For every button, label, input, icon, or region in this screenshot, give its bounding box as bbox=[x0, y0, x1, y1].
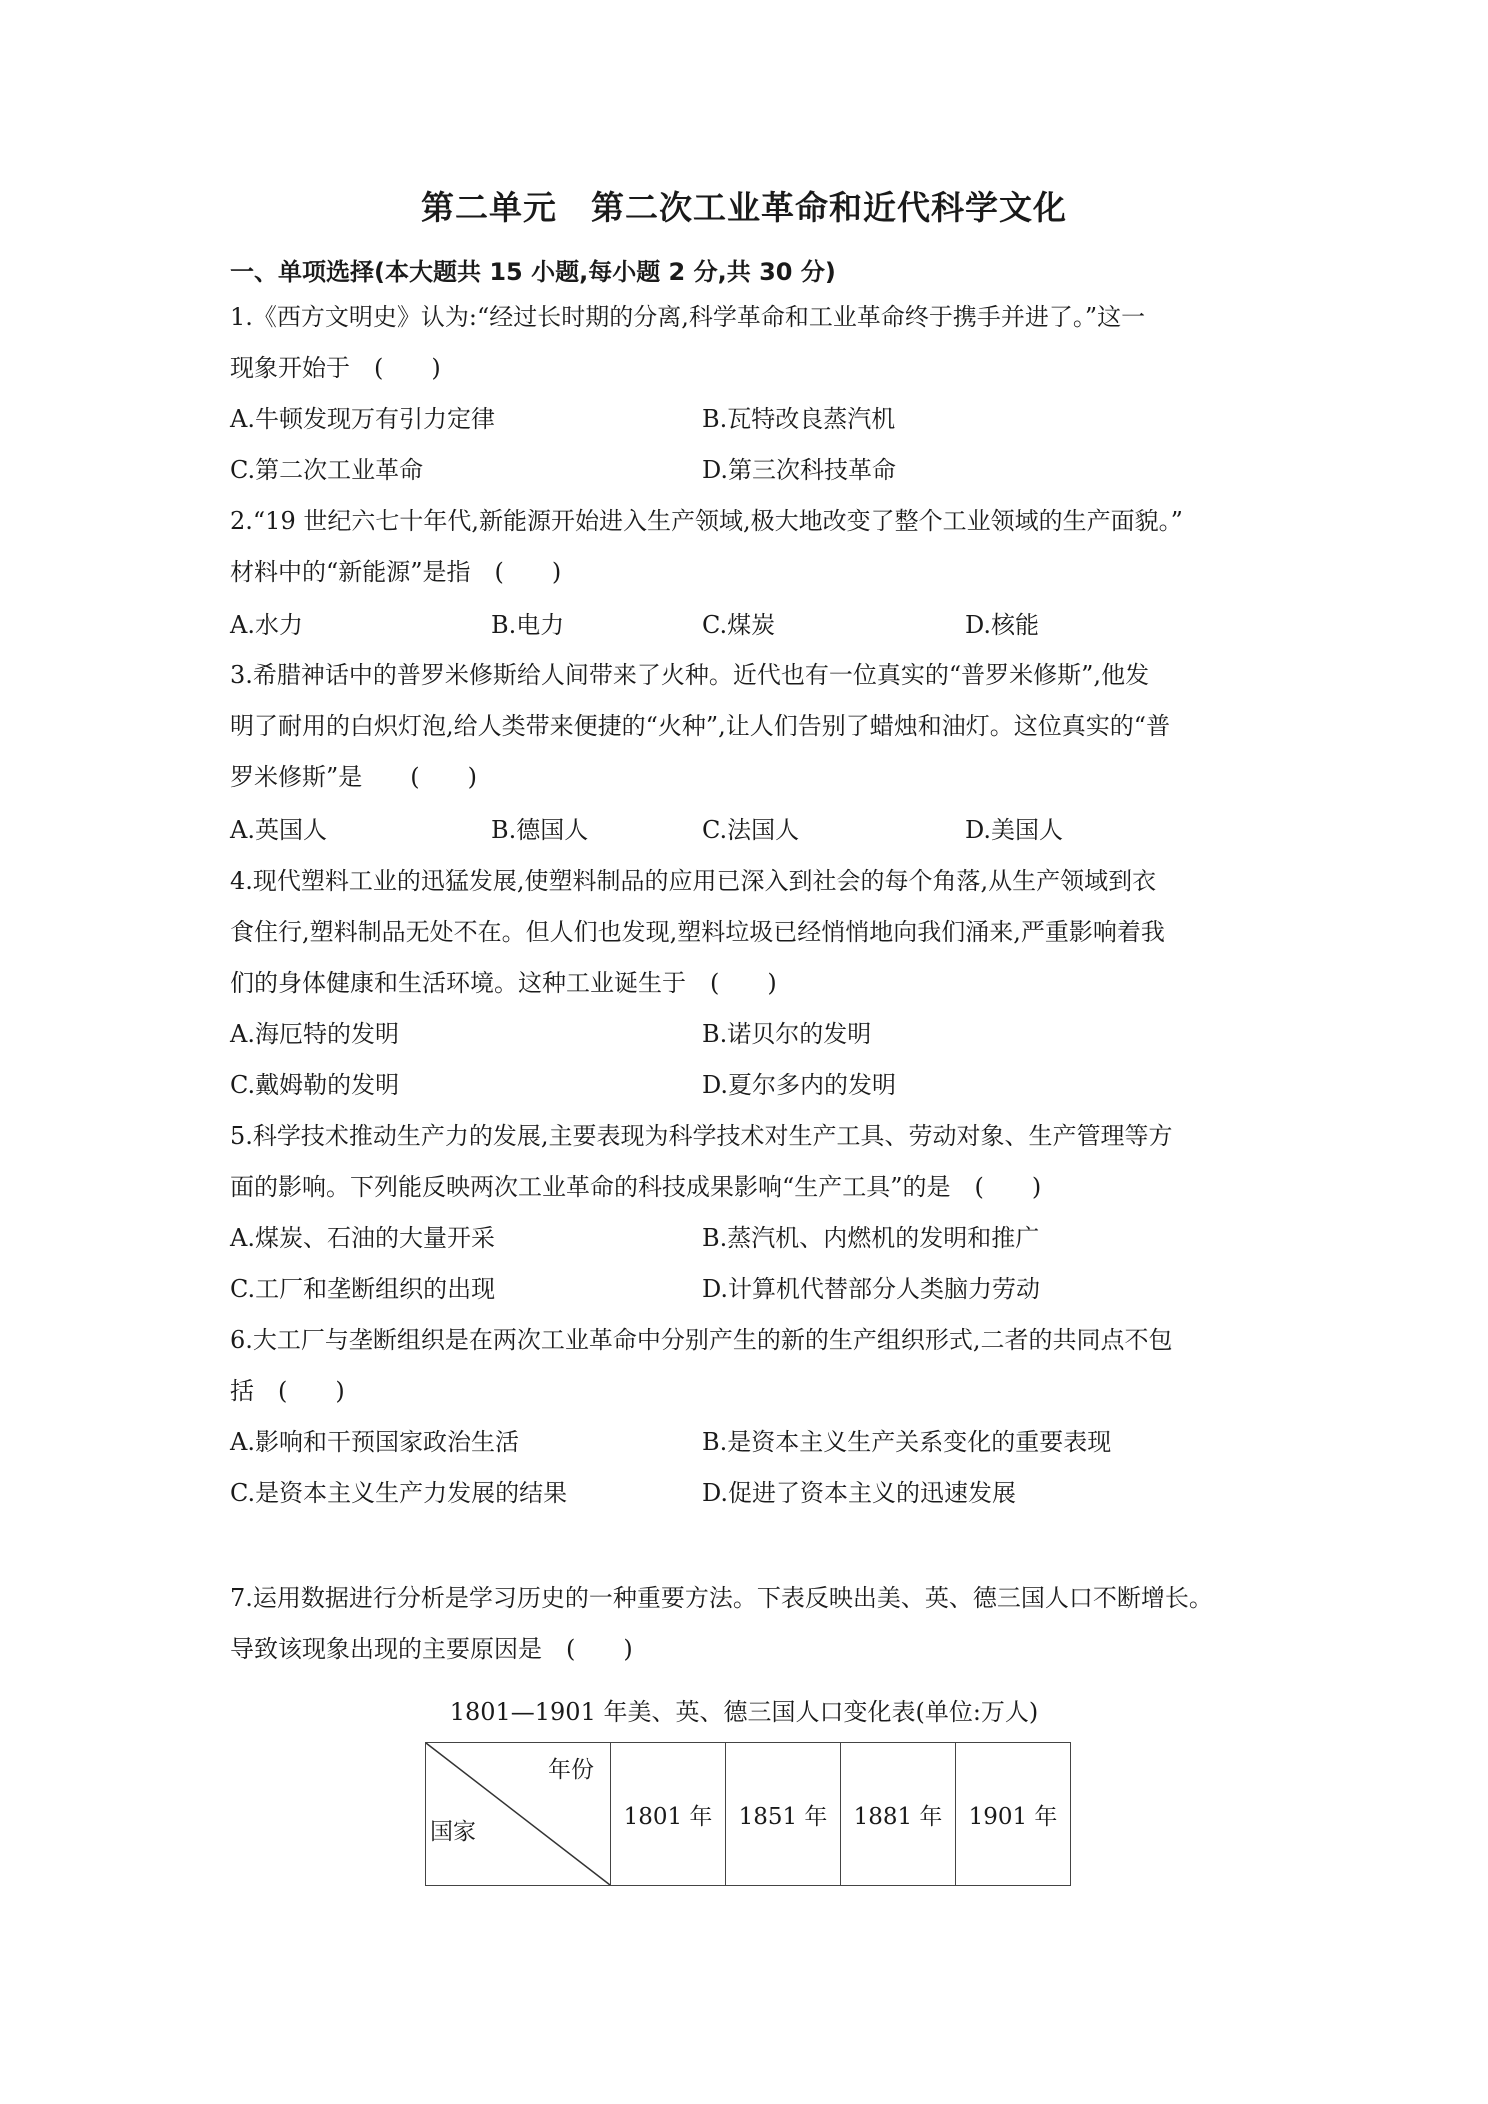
question-2-option-a[interactable]: A.水力 bbox=[230, 611, 303, 639]
question-3-option-a[interactable]: A.英国人 bbox=[230, 816, 327, 844]
question-5-option-b[interactable]: B.蒸汽机、内燃机的发明和推广 bbox=[702, 1224, 1040, 1252]
question-6-option-d[interactable]: D.促进了资本主义的迅速发展 bbox=[702, 1479, 1017, 1507]
question-5-option-a[interactable]: A.煤炭、石油的大量开采 bbox=[230, 1224, 495, 1252]
question-5-option-c[interactable]: C.工厂和垄断组织的出现 bbox=[230, 1275, 496, 1303]
question-6-line-2: 括 ( ) bbox=[230, 1377, 345, 1405]
question-1-option-a[interactable]: A.牛顿发现万有引力定律 bbox=[230, 405, 495, 433]
question-3-option-c[interactable]: C.法国人 bbox=[702, 816, 800, 844]
question-2-line-1: 2.“19 世纪六七十年代,新能源开始进入生产领域,极大地改变了整个工业领域的生产面貌。” bbox=[230, 507, 1183, 535]
question-4-option-b[interactable]: B.诺贝尔的发明 bbox=[702, 1020, 872, 1048]
question-4-line-3: 们的身体健康和生活环境。这种工业诞生于 ( ) bbox=[230, 969, 777, 997]
question-6-line-1: 6.大工厂与垄断组织是在两次工业革命中分别产生的新的生产组织形式,二者的共同点不包 bbox=[230, 1326, 1173, 1354]
question-3-line-3: 罗米修斯”是 ( ) bbox=[230, 763, 477, 791]
question-3-option-d[interactable]: D.美国人 bbox=[965, 816, 1064, 844]
question-2-option-d[interactable]: D.核能 bbox=[965, 611, 1040, 639]
year-header-cell: 1851 年 bbox=[726, 1743, 841, 1886]
question-4-option-d[interactable]: D.夏尔多内的发明 bbox=[702, 1071, 897, 1099]
table-caption: 1801—1901 年美、英、德三国人口变化表(单位:万人) bbox=[449, 1698, 1039, 1726]
question-6-option-c[interactable]: C.是资本主义生产力发展的结果 bbox=[230, 1479, 568, 1507]
question-5-line-2: 面的影响。下列能反映两次工业革命的科技成果影响“生产工具”的是 ( ) bbox=[230, 1173, 1042, 1201]
year-header-cell: 1801 年 bbox=[611, 1743, 726, 1886]
question-7-line-1: 7.运用数据进行分析是学习历史的一种重要方法。下表反映出美、英、德三国人口不断增长。 bbox=[230, 1584, 1213, 1612]
question-5-line-1: 5.科学技术推动生产力的发展,主要表现为科学技术对生产工具、劳动对象、生产管理等方 bbox=[230, 1122, 1173, 1150]
question-3-option-b[interactable]: B.德国人 bbox=[491, 816, 589, 844]
question-4-option-a[interactable]: A.海厄特的发明 bbox=[230, 1020, 399, 1048]
question-3-line-1: 3.希腊神话中的普罗米修斯给人间带来了火种。近代也有一位真实的“普罗米修斯”,他发 bbox=[230, 661, 1150, 689]
question-3-line-2: 明了耐用的白炽灯泡,给人类带来便捷的“火种”,让人们告别了蜡烛和油灯。这位真实的“普 bbox=[230, 712, 1171, 740]
question-1-line-1: 1.《西方文明史》认为:“经过长时期的分离,科学革命和工业革命终于携手并进了。”这一 bbox=[230, 303, 1146, 331]
page-title: 第二单元 第二次工业革命和近代科学文化 bbox=[421, 188, 1067, 227]
question-6-option-b[interactable]: B.是资本主义生产关系变化的重要表现 bbox=[702, 1428, 1112, 1456]
section-heading: 一、单项选择(本大题共 15 小题,每小题 2 分,共 30 分) bbox=[230, 258, 836, 286]
question-1-option-d[interactable]: D.第三次科技革命 bbox=[702, 456, 897, 484]
header-year-label: 年份 bbox=[548, 1757, 594, 1783]
question-1-line-2: 现象开始于 ( ) bbox=[230, 354, 441, 382]
question-2-option-c[interactable]: C.煤炭 bbox=[702, 611, 776, 639]
question-4-line-2: 食住行,塑料制品无处不在。但人们也发现,塑料垃圾已经悄悄地向我们涌来,严重影响着我 bbox=[230, 918, 1165, 946]
question-4-line-1: 4.现代塑料工业的迅猛发展,使塑料制品的应用已深入到社会的每个角落,从生产领域到衣 bbox=[230, 867, 1157, 895]
year-header-cell: 1881 年 bbox=[841, 1743, 956, 1886]
table-header-row bbox=[426, 1743, 1071, 1886]
question-1-option-c[interactable]: C.第二次工业革命 bbox=[230, 456, 424, 484]
question-7-line-2: 导致该现象出现的主要原因是 ( ) bbox=[230, 1635, 633, 1663]
question-2-option-b[interactable]: B.电力 bbox=[491, 611, 565, 639]
table-corner-cell bbox=[426, 1743, 611, 1886]
year-header-cell: 1901 年 bbox=[956, 1743, 1071, 1886]
header-country-label: 国家 bbox=[430, 1819, 476, 1845]
question-6-option-a[interactable]: A.影响和干预国家政治生活 bbox=[230, 1428, 519, 1456]
question-4-option-c[interactable]: C.戴姆勒的发明 bbox=[230, 1071, 400, 1099]
population-table bbox=[425, 1742, 1071, 1886]
question-2-line-2: 材料中的“新能源”是指 ( ) bbox=[230, 558, 562, 586]
question-1-option-b[interactable]: B.瓦特改良蒸汽机 bbox=[702, 405, 896, 433]
question-5-option-d[interactable]: D.计算机代替部分人类脑力劳动 bbox=[702, 1275, 1041, 1303]
